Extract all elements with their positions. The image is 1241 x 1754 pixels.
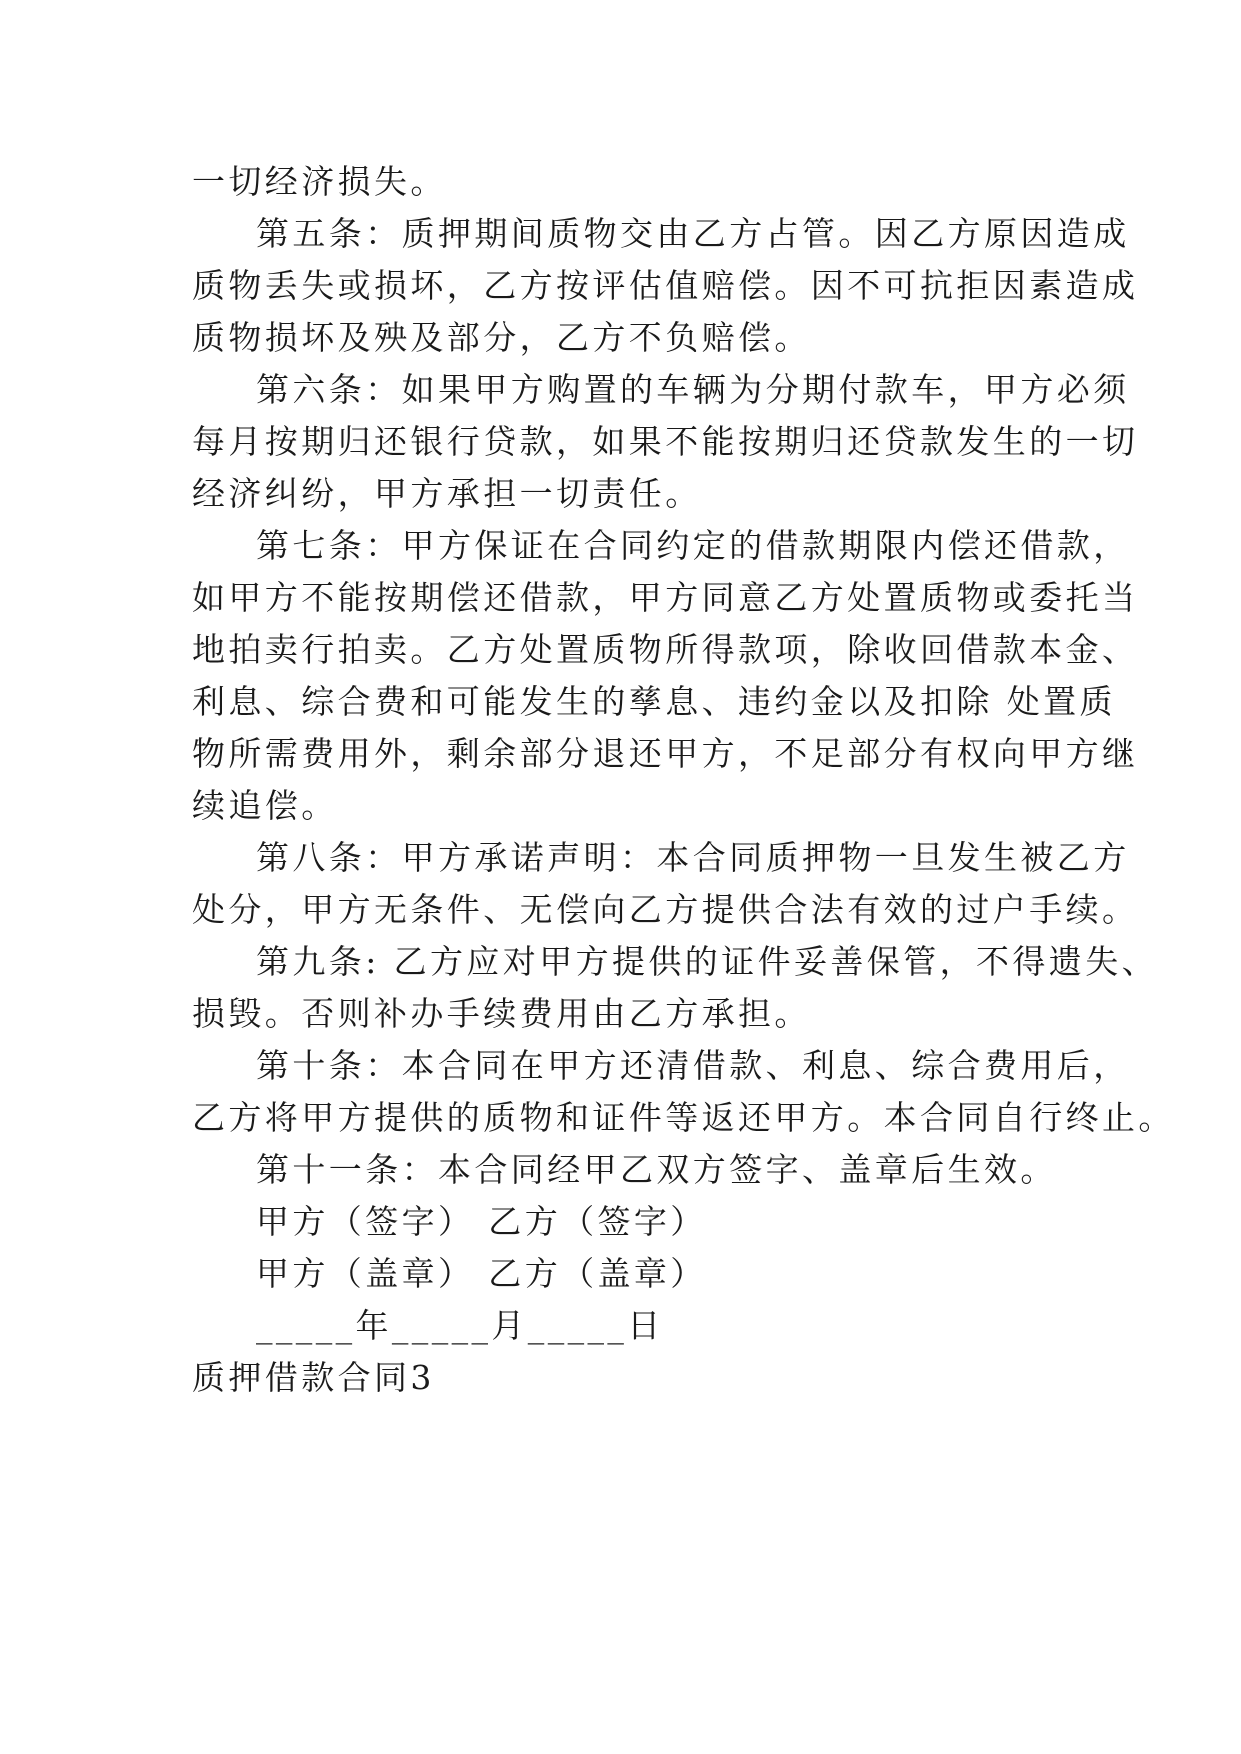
- clause-9-heading-line: 第九条: 乙方应对甲方提供的证件妥善保管，不得遗失、: [256, 942, 1159, 981]
- clause-7-heading-line: 第七条：甲方保证在合同约定的借款期限内偿还借款，: [256, 526, 1130, 565]
- next-section-title: 质押借款合同3: [192, 1358, 435, 1397]
- clause-11-heading-line: 第十一条：本合同经甲乙双方签字、盖章后生效。: [256, 1150, 1057, 1189]
- paragraph-line: 一切经济损失。: [192, 162, 447, 201]
- clause-6-heading-line: 第六条：如果甲方购置的车辆为分期付款车，甲方必须: [256, 370, 1130, 409]
- seal-line: 甲方（盖章） 乙方（盖章）: [256, 1254, 707, 1293]
- paragraph-line: 续追偿。: [192, 786, 338, 825]
- clause-10-heading-line: 第十条：本合同在甲方还清借款、利息、综合费用后，: [256, 1046, 1130, 1085]
- clause-8-heading-line: 第八条：甲方承诺声明：本合同质押物一旦发生被乙方: [256, 838, 1130, 877]
- paragraph-line: 损毁。否则补办手续费用由乙方承担。: [192, 994, 811, 1033]
- paragraph-line: 利息、综合费和可能发生的孳息、违约金以及扣除 处置质: [192, 682, 1116, 721]
- clause-5-heading-line: 第五条：质押期间质物交由乙方占管。因乙方原因造成: [256, 214, 1130, 253]
- paragraph-line: 质物丢失或损坏，乙方按评估值赔偿。因不可抗拒因素造成: [192, 266, 1139, 305]
- date-line: _____年_____月_____日: [256, 1306, 664, 1345]
- paragraph-line: 地拍卖行拍卖。乙方处置质物所得款项，除收回借款本金、: [192, 630, 1139, 669]
- paragraph-line: 乙方将甲方提供的质物和证件等返还甲方。本合同自行终止。: [192, 1098, 1175, 1137]
- paragraph-line: 质物损坏及殃及部分，乙方不负赔偿。: [192, 318, 811, 357]
- paragraph-line: 物所需费用外，剩余部分退还甲方，不足部分有权向甲方继: [192, 734, 1139, 773]
- paragraph-line: 每月按期归还银行贷款，如果不能按期归还贷款发生的一切: [192, 422, 1139, 461]
- paragraph-line: 经济纠纷，甲方承担一切责任。: [192, 474, 702, 513]
- paragraph-line: 处分，甲方无条件、无偿向乙方提供合法有效的过户手续。: [192, 890, 1139, 929]
- signature-line: 甲方（签字） 乙方（签字）: [256, 1202, 707, 1241]
- paragraph-line: 如甲方不能按期偿还借款，甲方同意乙方处置质物或委托当: [192, 578, 1139, 617]
